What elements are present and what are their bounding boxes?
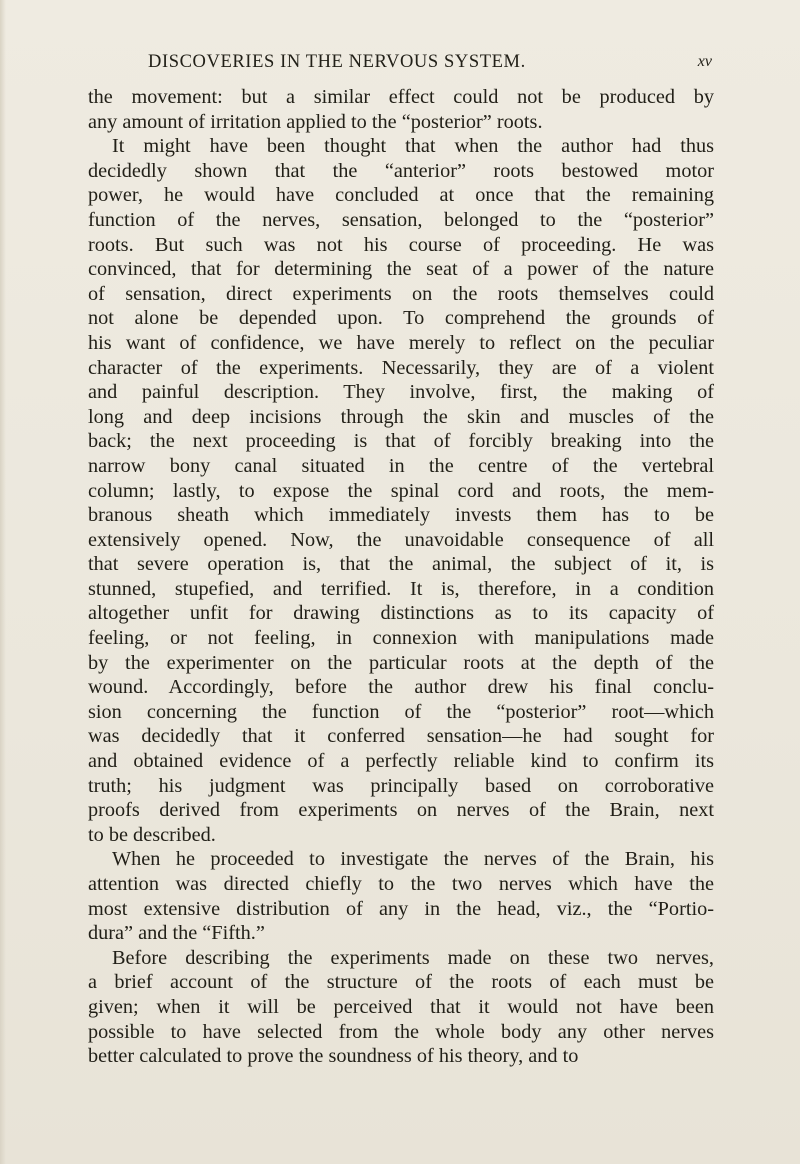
- text-line: proofs derived from experiments on nerves of the Brain, next: [88, 799, 714, 822]
- binding-edge: [0, 0, 6, 1164]
- paragraph: [88, 134, 714, 847]
- text-line: dura” and the “Fifth.”: [88, 922, 265, 945]
- text-line: branous sheath which immediately invests them has to be: [88, 504, 714, 527]
- text-line: roots. But such was not his course of proceeding. He was: [88, 233, 714, 256]
- text-line: power, he would have concluded at once that the remaining: [88, 184, 714, 207]
- paragraph: [88, 85, 714, 134]
- text-line: function of the nerves, sensation, belonged to the “posterior”: [88, 208, 714, 231]
- text-line: convinced, that for determining the seat of a power of the nature: [88, 258, 714, 281]
- text-line: extensively opened. Now, the unavoidable consequence of all: [88, 528, 714, 551]
- paragraph: [88, 847, 714, 945]
- text-line: that severe operation is, that the animal, the subject of it, is: [88, 553, 714, 576]
- text-line: the movement: but a similar effect could not be produced by: [88, 86, 714, 108]
- text-line: wound. Accordingly, before the author drew his final conclu-: [88, 676, 714, 699]
- text-line: Before describing the experiments made on these two nerves,: [112, 946, 714, 969]
- text-line: better calculated to prove the soundness of his theory, and to: [88, 1045, 579, 1068]
- text-line: any amount of irritation applied to the “posterior” roots.: [88, 110, 543, 133]
- text-line: possible to have selected from the whole body any other nerves: [88, 1020, 714, 1043]
- text-line: truth; his judgment was principally based on corroborative: [88, 774, 714, 797]
- text-line: to be described.: [88, 823, 216, 846]
- text-line: a brief account of the structure of the roots of each must be: [88, 971, 714, 994]
- text-line: not alone be depended upon. To comprehend the grounds of: [88, 307, 714, 330]
- text-line: altogether unfit for drawing distinctions as to its capacity of: [88, 602, 714, 625]
- running-title: DISCOVERIES IN THE NERVOUS SYSTEM.: [148, 52, 526, 72]
- text-line: feeling, or not feeling, in connexion with manipulations made: [88, 627, 714, 650]
- text-line: column; lastly, to expose the spinal cord and roots, the mem-: [88, 479, 714, 502]
- text-line: long and deep incisions through the skin and muscles of the: [88, 405, 714, 428]
- text-line: and obtained evidence of a perfectly reliable kind to confirm its: [88, 750, 714, 773]
- text-line: and painful description. They involve, first, the making of: [88, 381, 714, 404]
- text-line: back; the next proceeding is that of forcibly breaking into the: [88, 430, 714, 453]
- text-line: narrow bony canal situated in the centre of the vertebral: [88, 454, 714, 477]
- text-line: most extensive distribution of any in the head, viz., the “Portio-: [88, 897, 714, 920]
- running-head: [90, 52, 712, 78]
- text-line: sion concerning the function of the “posterior” root—which: [88, 700, 714, 723]
- text-line: his want of confidence, we have merely to reflect on the peculiar: [88, 331, 714, 354]
- text-line: attention was directed chiefly to the two nerves which have the: [88, 873, 714, 895]
- text-line: by the experimenter on the particular roots at the depth of the: [88, 651, 714, 674]
- page-number: xv: [697, 53, 712, 70]
- text-line: character of the experiments. Necessarily, they are of a violent: [88, 356, 714, 379]
- text-line: of sensation, direct experiments on the roots themselves could: [88, 282, 714, 305]
- text-line: It might have been thought that when the author had thus: [112, 135, 714, 158]
- text-line: decidedly shown that the “anterior” roots bestowed motor: [88, 159, 714, 182]
- text-line: When he proceeded to investigate the nerves of the Brain, his: [112, 848, 714, 871]
- text-line: was decidedly that it conferred sensation—he had sought for: [88, 725, 714, 748]
- text-line: stunned, stupefied, and terrified. It is, therefore, in a condition: [88, 577, 714, 600]
- paragraph: [88, 946, 714, 1069]
- text-line: given; when it will be perceived that it would not have been: [88, 995, 714, 1018]
- body-text: [88, 85, 714, 1069]
